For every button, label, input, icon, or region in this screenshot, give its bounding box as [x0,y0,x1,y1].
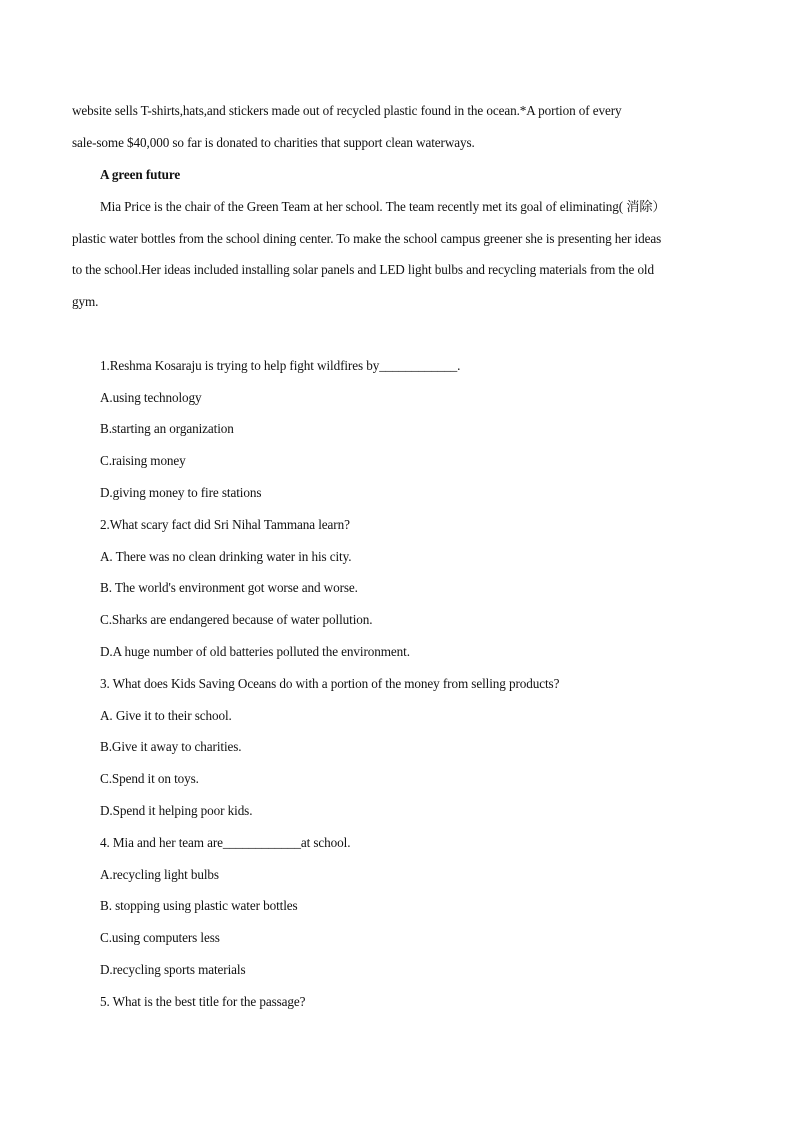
answer-option: D.A huge number of old batteries polluted the environment. [100,644,410,659]
answer-option: A.recycling light bulbs [100,867,219,882]
answer-option: A. Give it to their school. [100,708,232,723]
answer-option: B. The world's environment got worse and worse. [100,580,358,595]
answer-option: C.using computers less [100,930,220,945]
passage-continuation-line: website sells T-shirts,hats,and stickers made out of recycled plastic found in the ocean.*A portion of every [72,103,622,118]
question-stem: 2.What scary fact did Sri Nihal Tammana learn? [100,517,350,532]
answer-option: D.Spend it helping poor kids. [100,803,253,818]
question-stem: 1.Reshma Kosaraju is trying to help fight wildfires by____________. [100,358,461,373]
answer-option: A.using technology [100,390,202,405]
paragraph-line: to the school.Her ideas included installing solar panels and LED light bulbs and recycling materials from the old [72,262,654,277]
paragraph-line: Mia Price is the chair of the Green Team at her school. The team recently met its goal of eliminating( 消除） [100,199,666,214]
answer-option: C.Spend it on toys. [100,771,199,786]
question-stem: 5. What is the best title for the passage? [100,994,306,1009]
question-stem: 3. What does Kids Saving Oceans do with a portion of the money from selling products? [100,676,560,691]
paragraph-line: gym. [72,294,99,309]
answer-option: B.Give it away to charities. [100,739,242,754]
answer-option: B.starting an organization [100,421,234,436]
passage-continuation-line: sale-some $40,000 so far is donated to charities that support clean waterways. [72,135,475,150]
question-stem: 4. Mia and her team are____________at school. [100,835,351,850]
section-heading: A green future [100,167,181,182]
answer-option: A. There was no clean drinking water in his city. [100,549,352,564]
answer-option: B. stopping using plastic water bottles [100,898,298,913]
paragraph-line: plastic water bottles from the school dining center. To make the school campus greener she is presenting her ideas [72,231,662,246]
answer-option: C.Sharks are endangered because of water pollution. [100,612,373,627]
answer-option: D.recycling sports materials [100,962,246,977]
answer-option: C.raising money [100,453,186,468]
answer-option: D.giving money to fire stations [100,485,262,500]
